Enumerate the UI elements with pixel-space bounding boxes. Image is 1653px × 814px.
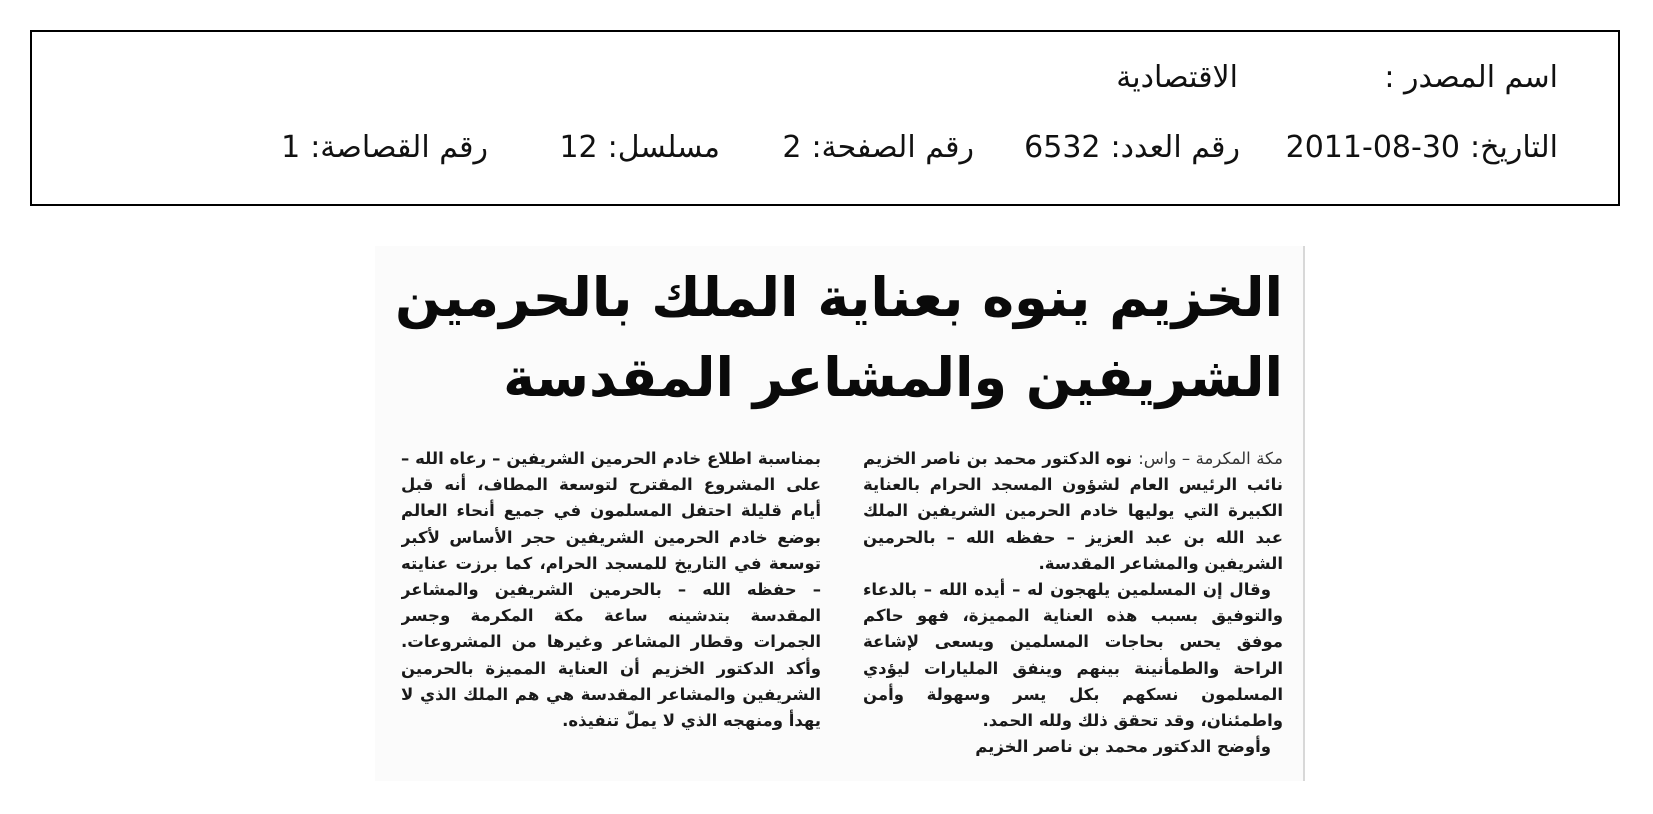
article-column-left [401,446,821,776]
date-label: التاريخ: [1470,130,1558,165]
article-paragraph: وأوضح الدكتور محمد بن ناصر الخزيم [975,737,1271,757]
clip-field [281,126,488,170]
date-field [1286,126,1558,170]
page-field [782,126,974,170]
issue-value: 6532 [1024,130,1101,165]
issue-field [1024,126,1240,170]
serial-label: مسلسل: [607,130,720,165]
source-value: الاقتصادية [1116,60,1238,95]
date-value: 30-08-2011 [1285,130,1461,165]
newspaper-clipping [375,246,1305,781]
serial-field [559,126,720,170]
serial-value: 12 [559,130,598,165]
clipping-metadata-box [30,30,1620,206]
article-headline [395,258,1283,418]
article-paragraph [863,446,1283,577]
headline-line-2: الشريفين والمشاعر المقدسة [503,346,1283,409]
headline-line-1: الخزيم ينوه بعناية الملك بالحرمين [395,266,1283,329]
article-paragraph: وقال إن المسلمين يلهجون له – أيده الله – بالدعاء والتوفيق بسبب هذه العناية المميزة، فهو حاكم موفق يحس بحاجات المسلمين ويسعى لإشاعة الراحة والطمأنينة بينهم وينفق المليارات ليؤدي المسلمون نسكهم بكل يسر وسهولة وأمن واطمئنان، وقد تحقق ذلك ولله الحمد. [863,580,1283,731]
details-row [72,126,1558,170]
clip-label: رقم القصاصة: [310,130,488,165]
clip-value: 1 [281,130,301,165]
source-label: اسم المصدر : [1384,60,1558,95]
article-column-right [863,446,1283,776]
article-paragraph: بمناسبة اطلاع خادم الحرمين الشريفين – رعاه الله – على المشروع المقترح لتوسعة المطاف، أنه قبل أيام قليلة احتفل المسلمون في جميع أنحاء العالم بوضع خادم الحرمين الشريفين حجر الأساس لأكبر توسعة في التاريخ للمسجد الحرام، كما برزت عنايته – حفظه الله – بالحرمين الشريفين والمشاعر المقدسة بتدشينه ساعة مكة المكرمة وجسر الجمرات وقطار المشاعر وغيرها من المشروعات. وأكد الدكتور الخزيم أن العناية المميزة بالحرمين الشريفين والمشاعر المقدسة هي هم الملك الذي لا يهدأ ومنهجه الذي لا يملّ تنفيذه. [401,449,821,731]
source-row [72,58,1558,98]
page-label: رقم الصفحة: [811,130,974,165]
page-value: 2 [782,130,802,165]
issue-label: رقم العدد: [1110,130,1240,165]
article-paragraph-text: نوه الدكتور محمد بن ناصر الخزيم نائب الرئيس العام لشؤون المسجد الحرام بالعناية الكبيرة التي يوليها خادم الحرمين الشريفين الملك عبد الله بن عبد العزيز – حفظه الله – بالحرمين الشريفين والمشاعر المقدسة. [863,449,1283,573]
article-dateline: مكة المكرمة – واس: [1138,449,1283,468]
